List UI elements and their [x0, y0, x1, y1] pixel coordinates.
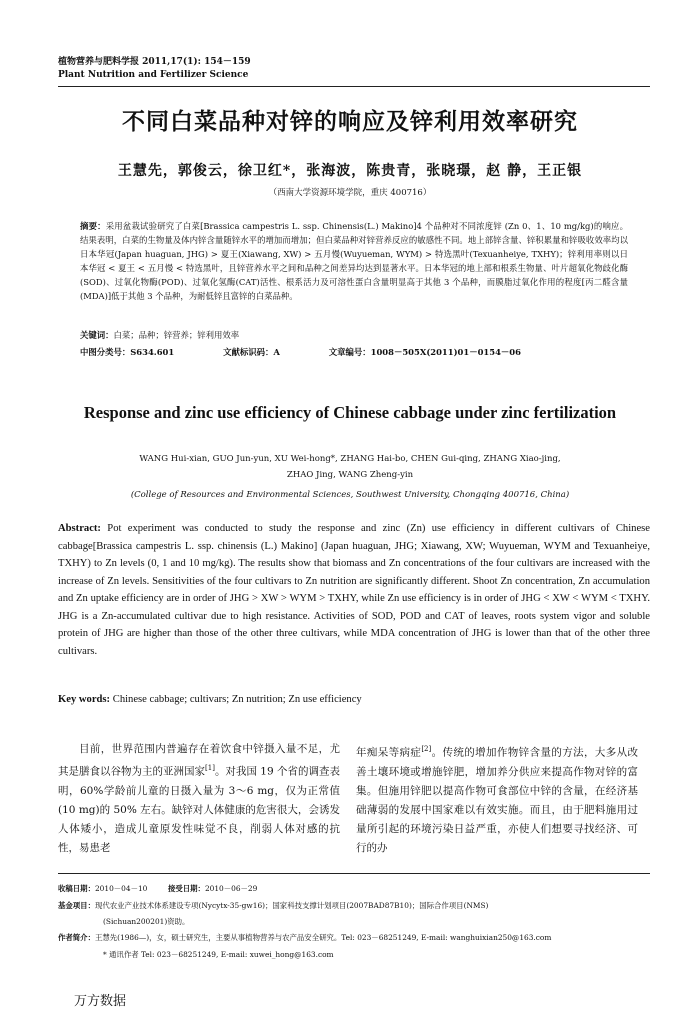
header-rule	[58, 86, 650, 87]
received-date: 2010－04－10	[94, 884, 148, 893]
journal-header	[58, 56, 251, 82]
accepted-label: 接受日期：	[167, 884, 205, 893]
cn-affiliation: （西南大学资源环境学院，重庆 400716）	[268, 188, 432, 198]
body-text-left: 目前，世界范围内普遍存在着饮食中锌摄入量不足，尤其是膳食以谷物为主的亚洲国家	[58, 743, 340, 778]
cn-abstract	[80, 219, 628, 303]
body-column-left	[58, 740, 340, 858]
en-abstract	[58, 520, 650, 660]
author-label: 作者简介：	[58, 933, 95, 942]
en-authors-line2: ZHAO Jing, WANG Zheng-yin	[286, 470, 414, 480]
body-text-right-cont: 。传统的增加作物锌含量的方法，大多从改善土壤环境或增施锌肥，增加养分供应来提高作物对锌的富集。但施用锌肥以提高作物可食部位中锌的含量，在经济基础薄弱的发展中国家难以有效实施。而且，由于肥料施用过量所引起的环境污染日益严重，亦使人们想要寻找经济、可行的办	[356, 746, 639, 854]
correspondence-text: * 通讯作者 Tel: 023－68251249, E-mail: xuwei_hong@163.com	[103, 950, 334, 959]
article-number: 文章编号：1008－505X(2011)01－0154－06	[328, 347, 521, 357]
fund-label: 基金项目：	[58, 901, 95, 910]
doc-code: 文献标识码：A	[223, 347, 280, 357]
footnote-fund	[58, 898, 658, 930]
cn-keywords	[80, 329, 239, 341]
cn-keywords-label: 关键词：	[80, 330, 114, 340]
en-keywords	[58, 694, 362, 705]
cn-abstract-text: 采用盆栽试验研究了白菜[Brassica campestris L. ssp. Chinensis(L.) Makino]4 个品种对不同浓度锌 (Zn 0、1、10 mg/kg)的响应。结果表明，白菜的生物量及体内锌含量随锌水平的增加而增加；但白菜品种对锌营养反应的敏感性不同。地上部锌含量、锌积累量和锌吸收效率均以日本华冠(Japan huaguan, JHG) > 夏王(Xiawang, XW) > 五月慢(Wuyueman, WYM) > 特选黑叶(Texuanheiye, TXHY)；锌利用率则以日本华冠 < 夏王 < 五月慢 < 特选黑叶，且锌营养水平之间和品种之间差异均达到显著水平。日本华冠的地上部和根系生物量、叶片超氧化物歧化酶(SOD)、过氧化物酶(POD)、过氧化氢酶(CAT)活性、根系活力及可溶性蛋白含量明显高于其他 3 个品种，而膜脂过氧化作用的程度[丙二醛含量(MDA)]低于其他 3 个品种，为耐低锌且富锌的白菜品种。	[80, 221, 628, 301]
footnote-author	[58, 930, 658, 946]
en-abstract-label: Abstract:	[58, 523, 101, 534]
journal-name-en: Plant Nutrition and Fertilizer Science	[58, 70, 249, 80]
footnote-rule	[58, 873, 650, 874]
journal-name-cn: 植物营养与肥料学报 2011,17(1): 154－159	[58, 57, 251, 67]
en-authors-line1: WANG Hui-xian, GUO Jun-yun, XU Wei-hong*, ZHANG Hai-bo, CHEN Gui-qing, ZHANG Xiao-jing,	[139, 454, 561, 464]
en-abstract-text: Pot experiment was conducted to study the response and zinc (Zn) use efficiency in different cultivars of Chinese cabbage[Brassica campestris L. ssp. chinensis (L.) Makino] (Japan huaguan, JHG; Xiawang, XW; Wuyueman, WYM and Texuanheiye, TXHY) to Zn levels (0, 1 and 10 mg/kg). The results show that biomass and Zn concentrations of the four cultivars are increased with the increase of Zn levels. Sensitivities of the four cultivars to Zn nutrition are significantly different. Shoot Zn concentration, Zn accumulation and Zn uptake efficiency are in order of JHG > XW > WYM > TXHY, while Zn use efficiency is in order of JHG < XW < WYM < TXHY. JHG is a Zn-accumulated cultivar due to high resistance. Activities of SOD, POD and CAT of leaves, roots system vigor and soluble protein of JHG are higher than those of the other three cultivars, while MDA concentration of JHG is lower than that of the other three cultivars.	[58, 523, 650, 657]
en-keywords-label: Key words:	[58, 694, 111, 705]
accepted-date: 2010－06－29	[204, 884, 258, 893]
en-authors	[100, 451, 600, 483]
citation-1: [1]	[205, 764, 215, 772]
cn-classification	[80, 346, 567, 358]
en-keywords-text: Chinese cabbage; cultivars; Zn nutrition; Zn use efficiency	[112, 694, 362, 705]
body-column-right	[356, 740, 638, 858]
author-text: 王慧先(1986—)，女，硕士研究生，主要从事植物营养与农产品安全研究。Tel: 023－68251249, E-mail: wanghuixian250@163.com	[94, 933, 552, 942]
en-affiliation: (College of Resources and Environmental Sciences, Southwest University, Chongqing 400716, China)	[130, 490, 570, 500]
received-label: 收稿日期：	[58, 884, 95, 893]
cn-title: 不同白菜品种对锌的响应及锌利用效率研究	[122, 109, 578, 135]
body-text-right: 年痴呆等病症	[356, 746, 422, 759]
citation-2: [2]	[421, 745, 432, 753]
fund-text: 现代农业产业技术体系建设专项(Nycytx-35-gw16)；国家科技支撑计划项目(2007BAD87B10)；国际合作项目(NMS)	[94, 901, 489, 910]
cn-authors: 王慧先，郭俊云，徐卫红*，张海波，陈贵青，张晓璟，赵 静，王正银	[117, 163, 583, 179]
fund-text-cont: (Sichuan200201)资助。	[103, 917, 190, 926]
class-number: 中图分类号：S634.601	[80, 347, 175, 357]
footnote-dates	[58, 881, 658, 897]
cn-abstract-label: 摘要：	[80, 221, 106, 231]
footnote-correspondence	[103, 947, 700, 963]
body-text-left-cont: 。对我国 19 个省的调查表明，60%学龄前儿童的日摄入量为 3～6 mg，仅为正常值(10 mg)的 50% 左右。缺锌对人体健康的危害很大，会诱发人体矮小，造成儿童原发性味觉不良，削弱人体对感的抗性，易患老	[58, 765, 341, 854]
watermark-text: 万方数据	[74, 994, 127, 1009]
cn-keywords-text: 白菜；品种；锌营养；锌利用效率	[113, 330, 240, 340]
en-title: Response and zinc use efficiency of Chinese cabbage under zinc fertilization	[83, 403, 617, 422]
